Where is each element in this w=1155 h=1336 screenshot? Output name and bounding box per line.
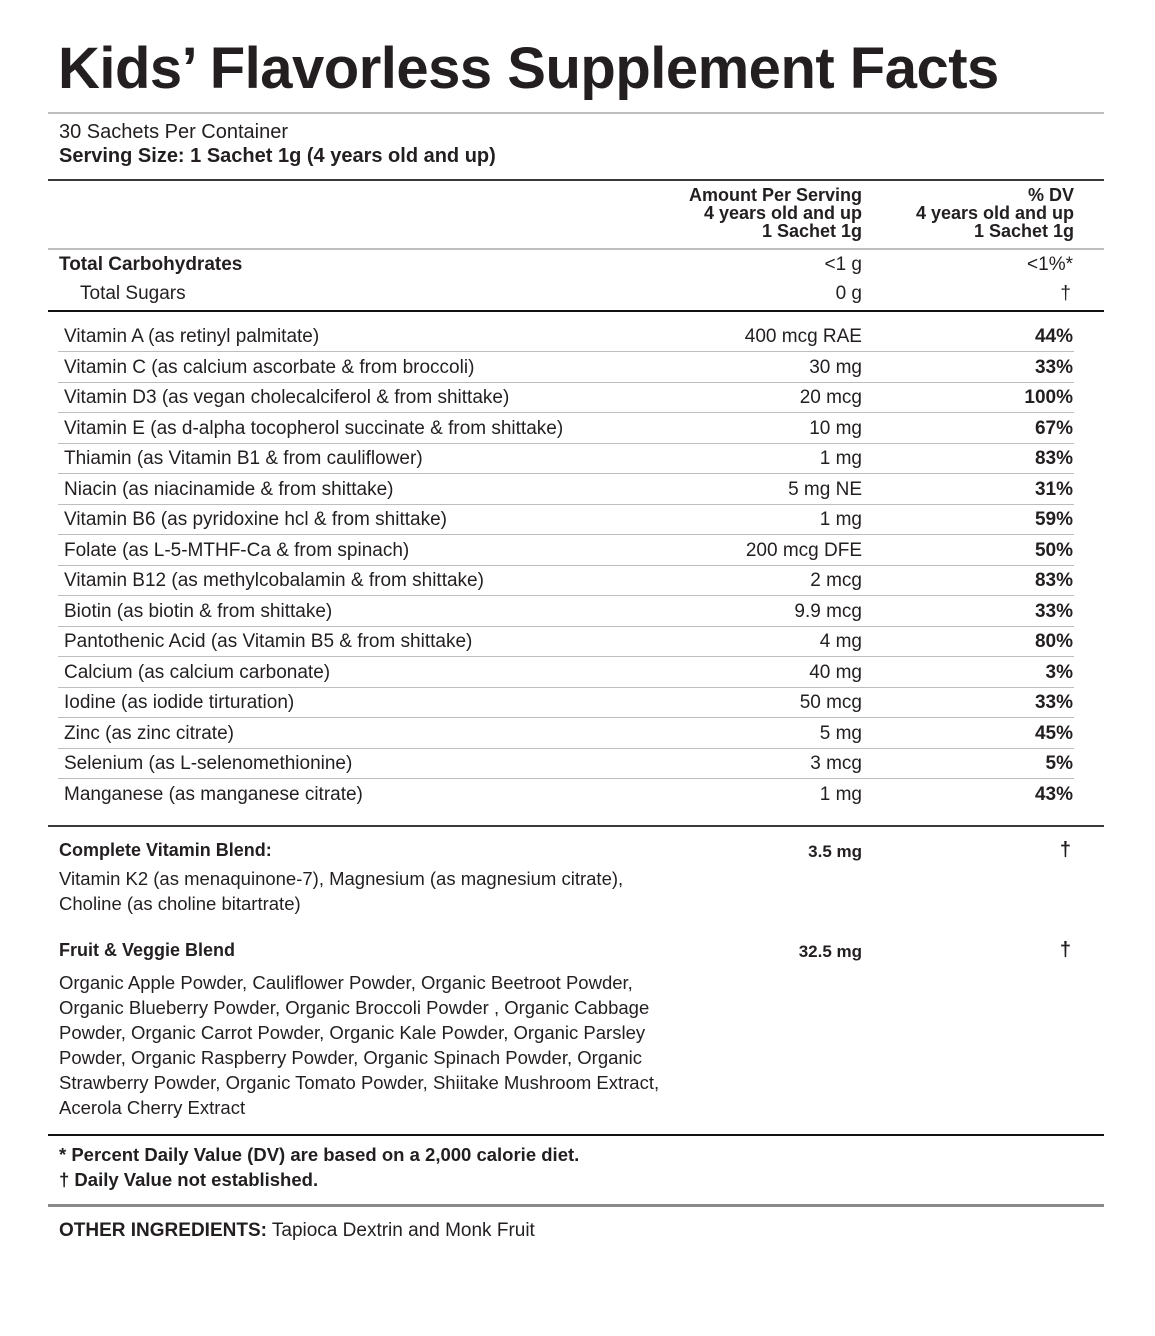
nutrient-row — [48, 444, 1104, 474]
nutrient-name: Manganese (as manganese citrate) — [64, 783, 363, 805]
nutrient-name: Pantothenic Acid (as Vitamin B5 & from shittake) — [64, 631, 473, 652]
nutrient-amount: 3 mcg — [810, 753, 862, 774]
blend-dv: † — [1059, 939, 1071, 961]
nutrient-name: Vitamin E (as d-alpha tocopherol succinate & from shittake) — [64, 417, 564, 439]
nutrient-row — [48, 475, 1104, 505]
divider — [48, 1134, 1104, 1136]
nutrient-name: Folate (as L-5-MTHF-Ca & from spinach) — [64, 539, 410, 561]
footnote-dagger: † Daily Value not established. — [59, 1169, 319, 1190]
nutrient-name: Calcium (as calcium carbonate) — [64, 661, 331, 683]
nutrient-row — [48, 719, 1104, 749]
nutrient-name: Vitamin C (as calcium ascorbate & from broccoli) — [64, 356, 475, 378]
blend-ingredient-line: Acerola Cherry Extract — [59, 1097, 246, 1118]
blend-title: Complete Vitamin Blend: — [59, 840, 272, 860]
blend-ingredient-line: Powder, Organic Carrot Powder, Organic Kale Powder, Organic Parsley — [59, 1022, 646, 1043]
nutrient-amount: 5 mg NE — [788, 478, 862, 500]
nutrient-dv: 67% — [1034, 417, 1073, 439]
serving-size: Serving Size: 1 Sachet 1g (4 years old and up) — [59, 145, 496, 167]
other-ingredients — [59, 1220, 535, 1242]
nutrient-dv: 31% — [1034, 478, 1073, 500]
dv-header-line: 1 Sachet 1g — [973, 221, 1074, 241]
amount-column-header — [689, 186, 862, 240]
footnote-dv: * Percent Daily Value (DV) are based on a 2,000 calorie diet. — [59, 1144, 580, 1165]
nutrient-name: Biotin (as biotin & from shittake) — [64, 600, 333, 622]
nutrient-dv: 33% — [1034, 356, 1073, 378]
nutrient-dv: 50% — [1034, 539, 1073, 561]
nutrient-amount: 1 mg — [819, 509, 862, 530]
nutrient-row — [48, 414, 1104, 444]
nutrient-dv: 80% — [1034, 631, 1073, 652]
blend-amount: 32.5 mg — [798, 942, 862, 961]
divider — [48, 112, 1104, 114]
divider — [48, 248, 1104, 250]
nutrient-dv: † — [1060, 283, 1071, 304]
nutrient-name: Iodine (as iodide tirturation) — [64, 692, 295, 713]
nutrient-name: Thiamin (as Vitamin B1 & from cauliflower) — [64, 448, 423, 469]
divider — [48, 310, 1104, 312]
nutrient-amount: 4 mg — [819, 631, 862, 652]
nutrient-amount: 0 g — [835, 283, 862, 304]
nutrient-dv: 5% — [1045, 753, 1073, 774]
nutrient-row — [48, 353, 1104, 383]
nutrient-amount: 9.9 mcg — [794, 600, 862, 622]
nutrient-amount: 30 mg — [809, 356, 862, 378]
nutrient-dv: <1%* — [1027, 254, 1073, 275]
nutrient-name: Vitamin B12 (as methylcobalamin & from shittake) — [64, 570, 484, 591]
dv-header-line: % DV — [1027, 185, 1074, 205]
nutrient-name: Vitamin A (as retinyl palmitate) — [64, 326, 320, 347]
blend-ingredient-line: Organic Blueberry Powder, Organic Broccoli Powder , Organic Cabbage — [59, 997, 650, 1018]
nutrient-row — [48, 566, 1104, 596]
blend-ingredient-line: Organic Apple Powder, Cauliflower Powder, Organic Beetroot Powder, — [59, 972, 633, 993]
nutrient-amount: 1 mg — [819, 448, 862, 469]
other-ingredients-value: Tapioca Dextrin and Monk Fruit — [266, 1220, 535, 1241]
blend-ingredients — [59, 970, 779, 1120]
nutrient-name: Selenium (as L-selenomethionine) — [64, 753, 353, 774]
divider — [48, 825, 1104, 827]
nutrient-amount: 10 mg — [809, 417, 862, 439]
nutrient-dv: 83% — [1034, 448, 1073, 469]
dv-header-line: 4 years old and up — [915, 203, 1074, 223]
blend-dv: † — [1059, 839, 1071, 861]
nutrient-name: Total Carbohydrates — [59, 254, 243, 275]
nutrient-row — [48, 536, 1104, 566]
nutrient-name: Zinc (as zinc citrate) — [64, 722, 234, 744]
nutrient-amount: <1 g — [824, 254, 862, 275]
nutrient-dv: 33% — [1034, 600, 1073, 622]
nutrient-row — [48, 688, 1104, 718]
dv-column-header — [916, 186, 1074, 240]
divider — [48, 179, 1104, 181]
nutrient-row — [48, 658, 1104, 688]
nutrient-amount: 20 mcg — [799, 387, 862, 408]
nutrient-dv: 45% — [1034, 722, 1073, 744]
blend-ingredient-line: Choline (as choline bitartrate) — [59, 893, 301, 914]
nutrient-amount: 1 mg — [819, 783, 862, 805]
blend-amount: 3.5 mg — [808, 842, 862, 861]
blend-ingredient-line: Strawberry Powder, Organic Tomato Powder, Shiitake Mushroom Extract, — [59, 1072, 660, 1093]
servings-per-container: 30 Sachets Per Container — [59, 121, 289, 143]
nutrient-amount: 400 mcg RAE — [744, 326, 862, 347]
blend-ingredients — [59, 866, 759, 916]
nutrient-dv: 3% — [1045, 661, 1073, 683]
amount-header-line: 4 years old and up — [703, 203, 862, 223]
nutrient-row — [48, 627, 1104, 657]
macro-row-total-sugars — [48, 280, 1104, 308]
nutrient-row — [48, 322, 1104, 352]
nutrient-amount: 200 mcg DFE — [745, 539, 862, 561]
nutrient-row — [48, 597, 1104, 627]
nutrient-dv: 83% — [1034, 570, 1073, 591]
page-title: Kids’ Flavorless Supplement Facts — [58, 36, 999, 101]
nutrient-dv: 44% — [1034, 326, 1073, 347]
amount-header-line: Amount Per Serving — [688, 185, 862, 205]
nutrient-amount: 2 mcg — [810, 570, 862, 591]
blend-title: Fruit & Veggie Blend — [59, 940, 236, 960]
nutrient-row — [48, 780, 1104, 810]
nutrient-name: Vitamin B6 (as pyridoxine hcl & from shittake) — [64, 509, 447, 530]
nutrient-amount: 40 mg — [809, 661, 862, 683]
nutrient-name: Total Sugars — [80, 283, 186, 304]
nutrient-row — [48, 383, 1104, 413]
nutrient-dv: 100% — [1024, 387, 1073, 408]
divider — [48, 1204, 1104, 1207]
nutrient-row — [48, 749, 1104, 779]
nutrient-amount: 5 mg — [819, 722, 862, 744]
nutrient-name: Niacin (as niacinamide & from shittake) — [64, 478, 394, 500]
blend-ingredient-line: Powder, Organic Raspberry Powder, Organic Spinach Powder, Organic — [59, 1047, 643, 1068]
amount-header-line: 1 Sachet 1g — [761, 221, 862, 241]
macro-row-total-carbohydrates — [48, 251, 1104, 279]
nutrient-dv: 59% — [1034, 509, 1073, 530]
nutrient-dv: 33% — [1034, 692, 1073, 713]
other-ingredients-label: OTHER INGREDIENTS: — [59, 1220, 267, 1241]
nutrient-dv: 43% — [1034, 783, 1073, 805]
blend-ingredient-line: Vitamin K2 (as menaquinone-7), Magnesium (as magnesium citrate), — [59, 868, 624, 889]
nutrient-row — [48, 505, 1104, 535]
nutrient-amount: 50 mcg — [799, 692, 862, 713]
nutrient-name: Vitamin D3 (as vegan cholecalciferol & from shittake) — [64, 387, 510, 408]
